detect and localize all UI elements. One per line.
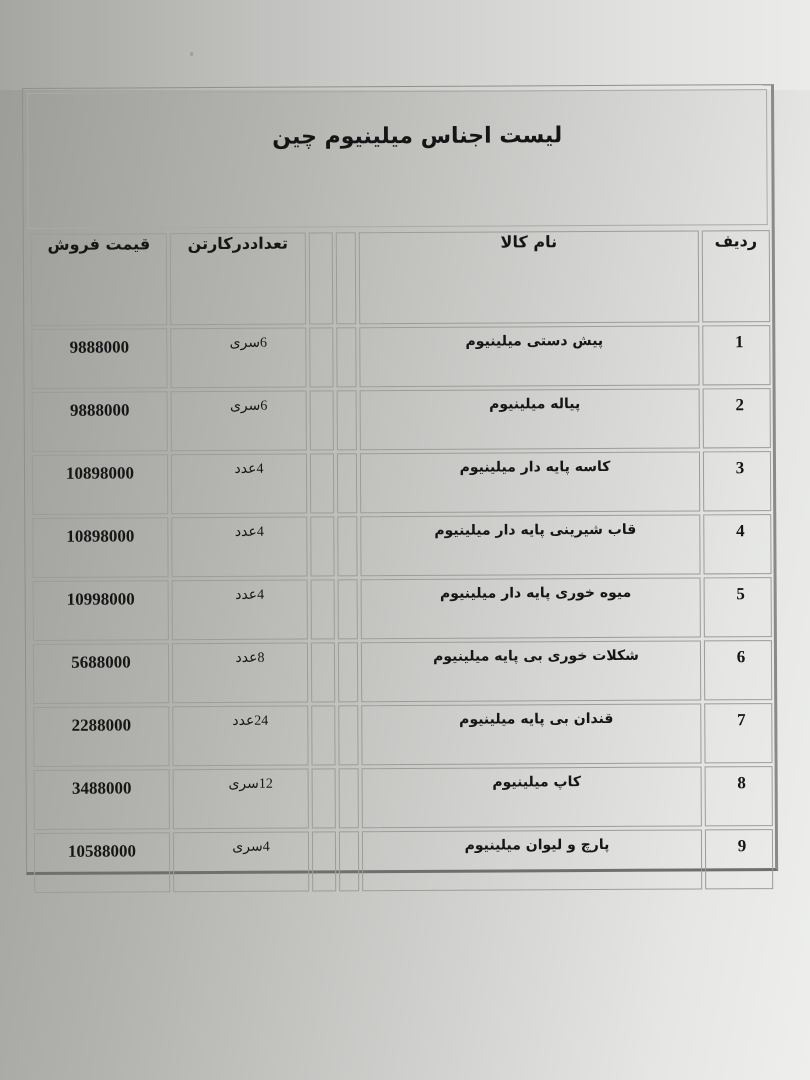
product-name: پیش دستی میلینیوم [465,332,604,350]
index-cell [702,325,770,385]
blank-cell [311,705,335,765]
quantity-cell [171,517,307,578]
blank-cell [311,579,335,639]
table-row [34,829,773,893]
blank-cell [311,642,335,702]
table-row [31,325,770,389]
price-value: 10998000 [66,589,135,609]
price-cell [31,328,167,389]
quantity-value: 4عدد [234,461,264,477]
price-value: 9888000 [69,337,130,357]
quantity-value: 24عدد [232,713,269,729]
product-name: پارچ و لیوان میلینیوم [464,836,610,854]
product-name: قندان بی پایه میلینیوم [459,710,614,728]
paper-background [0,0,810,90]
index-cell [703,514,771,574]
price-cell [33,643,169,704]
name-cell [362,766,702,828]
price-table [28,227,776,896]
name-cell [361,577,701,639]
header-index: ردیف [702,230,770,322]
quantity-cell [172,580,308,641]
price-cell [32,391,168,452]
price-value: 2288000 [71,715,132,735]
price-value: 10588000 [67,841,137,861]
table-row [32,388,771,452]
index-cell [703,451,771,511]
table-row [33,703,772,767]
row-index: 9 [737,836,747,856]
table-row [32,451,771,515]
index-cell [704,640,772,700]
quantity-cell [171,391,307,452]
index-cell [705,829,773,889]
quantity-value: 4سری [232,839,270,855]
index-cell [704,577,772,637]
name-cell [362,829,702,891]
quantity-cell [171,454,307,515]
quantity-cell [172,643,308,704]
index-cell [705,766,773,826]
table-row [33,640,772,704]
price-value: 10898000 [66,526,135,546]
table-row [34,766,773,830]
index-cell [703,388,771,448]
header-blank-1 [309,232,333,324]
row-index: 4 [736,521,745,541]
name-cell [360,388,700,450]
blank-cell [339,831,359,891]
quantity-value: 4عدد [234,524,264,540]
price-cell [32,454,168,515]
header-name: نام کالا [359,230,699,324]
price-cell [32,517,168,578]
table-row [32,514,771,578]
quantity-value: 4عدد [235,587,265,603]
product-name: میوه خوری پایه دار میلینیوم [439,584,632,602]
product-name: قاب شیرینی پایه دار میلینیوم [434,521,637,539]
blank-cell [336,327,356,387]
title-cell [27,89,768,229]
price-cell [33,580,169,641]
blank-cell [339,768,359,828]
blank-cell [312,768,336,828]
price-value: 10898000 [65,463,135,483]
header-price: قیمت فروش [31,233,167,326]
price-cell [34,832,170,893]
header-quantity: تعداددرکارتن [170,233,306,326]
blank-cell [310,453,334,513]
quantity-cell [170,328,306,389]
row-index: 7 [737,710,746,730]
name-cell [360,451,700,513]
table-header-row [31,230,770,326]
row-index: 2 [735,395,744,415]
quantity-value: 6سری [229,335,268,351]
table-row [33,577,772,641]
price-value: 9888000 [69,400,130,420]
name-cell [360,514,700,576]
product-name: کاپ میلینیوم [492,774,581,791]
header-blank-2 [336,232,356,324]
index-cell [704,703,772,763]
blank-cell [338,705,358,765]
product-name: کاسه پایه دار میلینیوم [459,458,611,476]
paper-speck [190,52,193,56]
price-list-document [22,84,778,875]
blank-cell [337,453,357,513]
blank-cell [309,327,333,387]
row-index: 8 [737,773,746,793]
quantity-value: 6سری [229,398,268,414]
blank-cell [310,516,334,576]
blank-cell [338,642,358,702]
row-index: 5 [736,584,745,604]
quantity-value: 8عدد [235,650,265,666]
name-cell [361,703,701,765]
row-index: 1 [735,332,744,352]
blank-cell [337,516,357,576]
row-index: 6 [736,647,746,667]
quantity-cell [173,832,309,893]
document-title: لیست اجناس میلینیوم چین [272,123,563,150]
blank-cell [338,579,358,639]
blank-cell [312,831,336,891]
quantity-cell [172,706,308,767]
name-cell [359,325,699,387]
quantity-value: 12سری [228,776,273,792]
blank-cell [337,390,357,450]
product-name: پیاله میلینیوم [489,396,581,413]
name-cell [361,640,701,702]
price-value: 3488000 [71,778,132,798]
price-value: 5688000 [71,652,131,672]
price-cell [34,769,170,830]
quantity-cell [173,769,309,830]
price-cell [33,706,169,767]
product-name: شکلات خوری بی پایه میلینیوم [433,647,639,665]
row-index: 3 [735,458,745,478]
blank-cell [310,390,334,450]
